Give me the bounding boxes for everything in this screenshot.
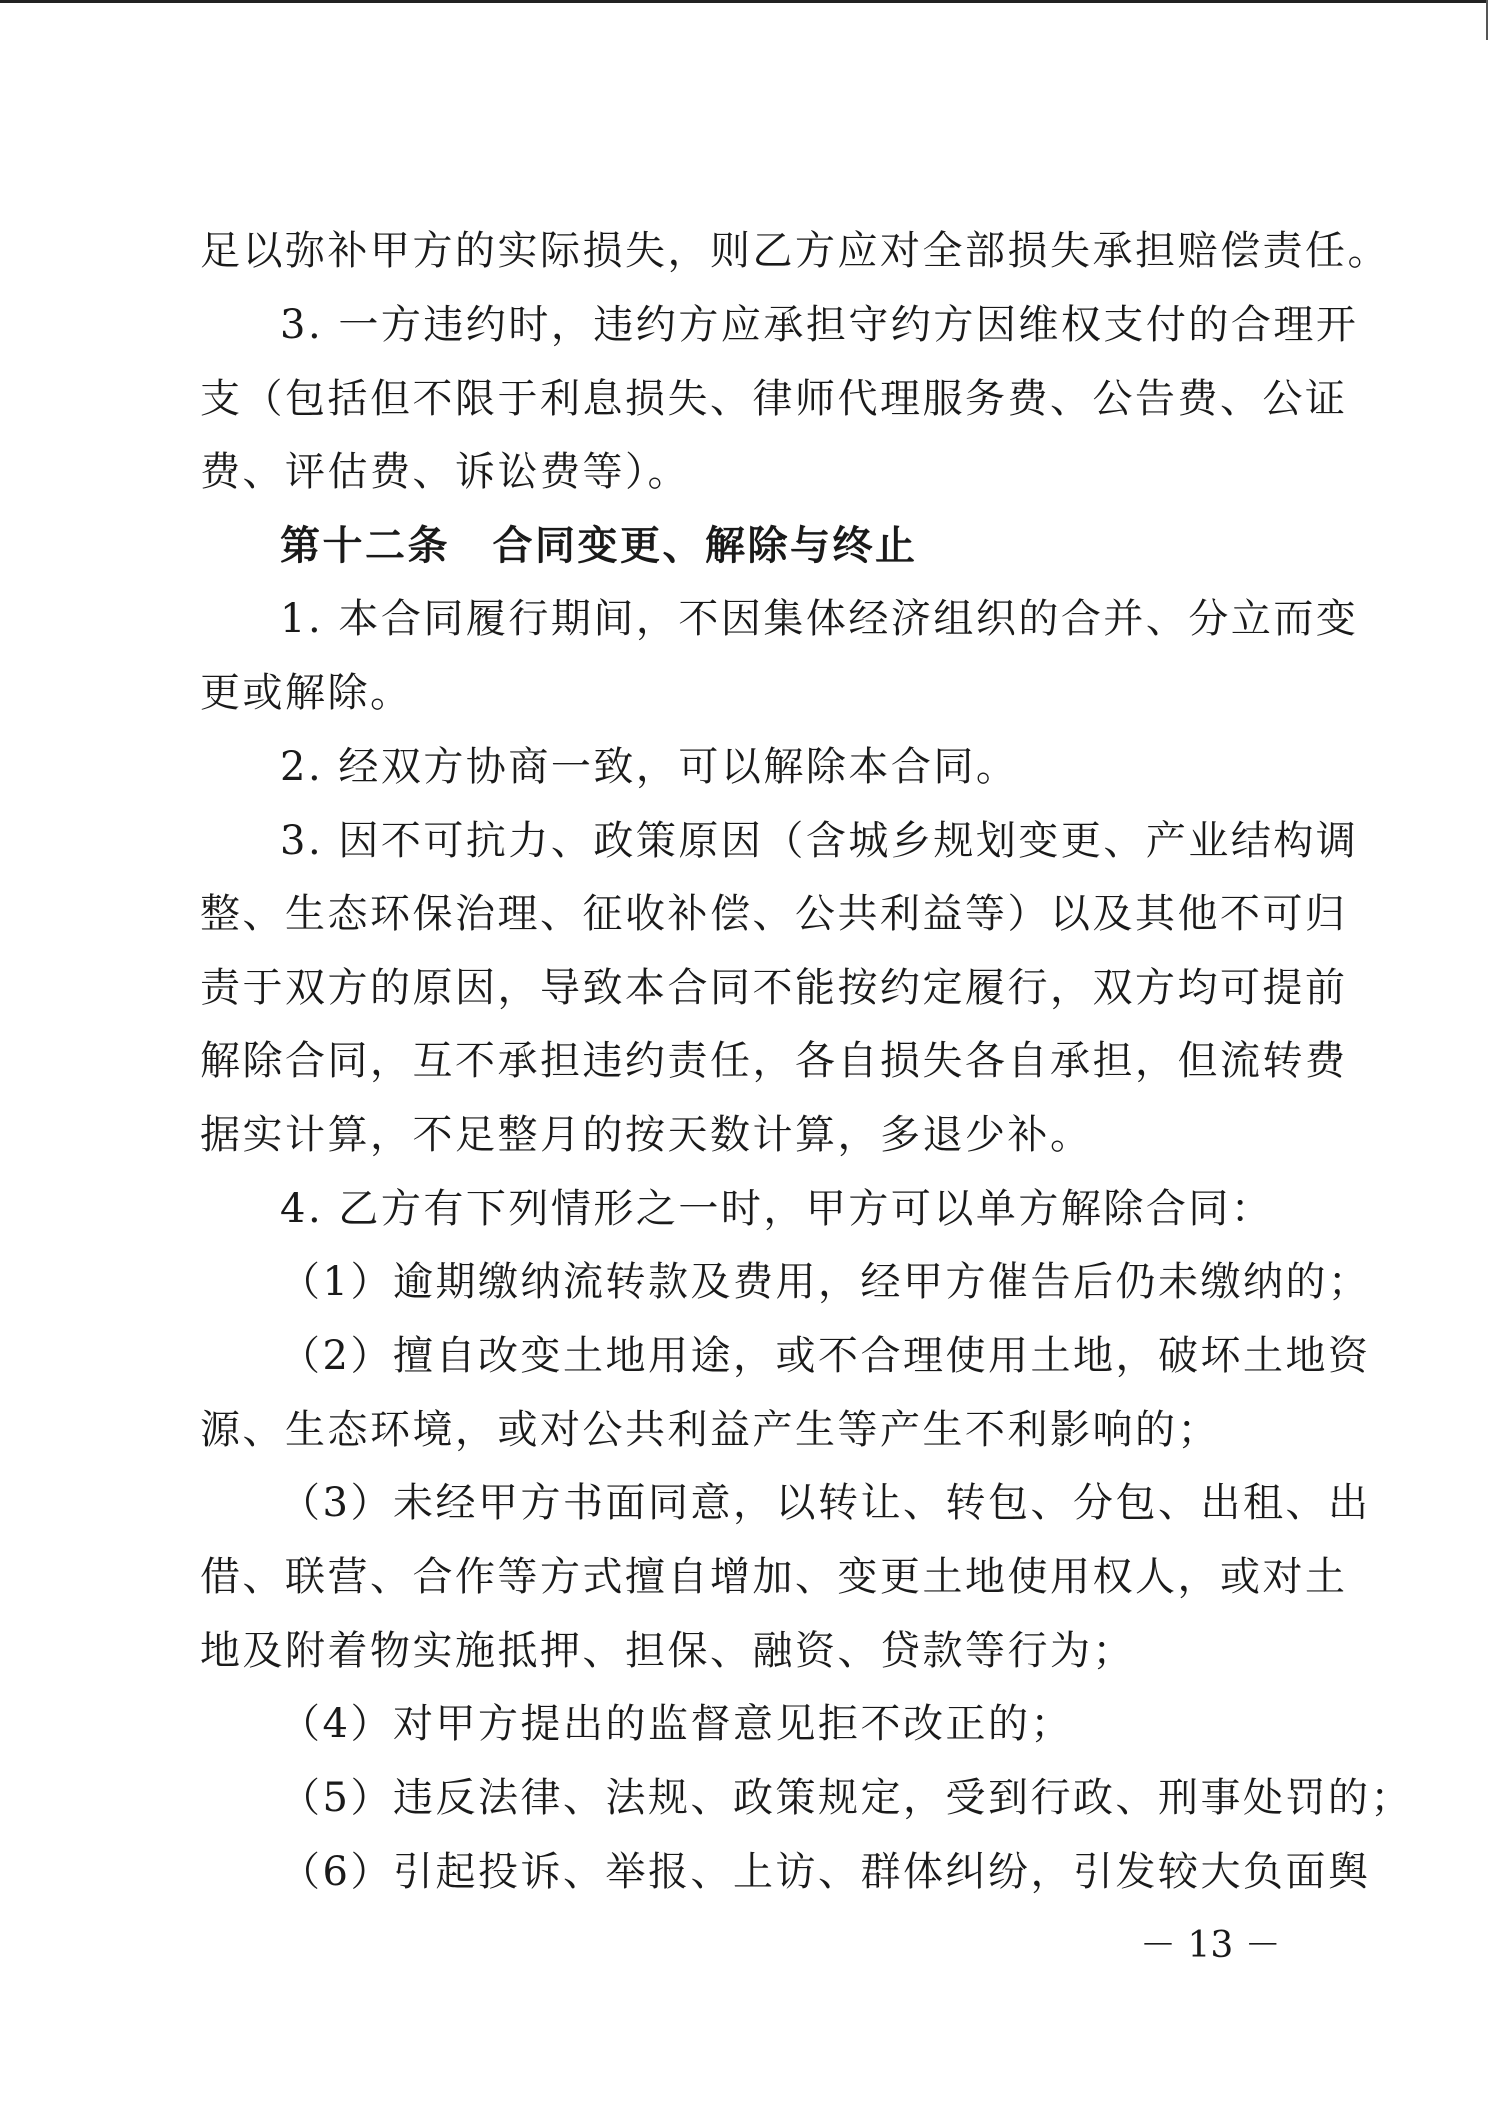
text-line: 足以弥补甲方的实际损失，则乙方应对全部损失承担赔偿责任。 [200, 228, 1390, 274]
list-item: （6）引起投诉、举报、上访、群体纠纷，引发较大负面舆 [280, 1849, 1371, 1895]
section-heading: 第十二条 合同变更、解除与终止 [280, 522, 918, 569]
text-line: 更或解除。 [200, 670, 413, 716]
list-item: （2）擅自改变土地用途，或不合理使用土地，破坏土地资 [280, 1333, 1371, 1379]
list-item: （3）未经甲方书面同意，以转让、转包、分包、出租、出 [280, 1480, 1371, 1526]
text-line: 3. 因不可抗力、政策原因（含城乡规划变更、产业结构调 [280, 818, 1359, 864]
top-border [0, 0, 1488, 3]
page-number: － 13 － [1140, 1925, 1281, 1966]
text-line: 借、联营、合作等方式擅自增加、变更土地使用权人，或对土 [200, 1554, 1348, 1600]
text-line: 4. 乙方有下列情形之一时，甲方可以单方解除合同： [280, 1186, 1274, 1232]
text-line: 源、生态环境，或对公共利益产生等产生不利影响的； [200, 1407, 1220, 1453]
list-item: （1）逾期缴纳流转款及费用，经甲方催告后仍未缴纳的； [280, 1259, 1371, 1305]
list-item: （5）违反法律、法规、政策规定，受到行政、刑事处罚的； [280, 1775, 1413, 1821]
text-line: 解除合同，互不承担违约责任，各自损失各自承担，但流转费 [200, 1038, 1348, 1084]
text-line: 责于双方的原因，导致本合同不能按约定履行，双方均可提前 [200, 965, 1348, 1011]
text-line: 支（包括但不限于利息损失、律师代理服务费、公告费、公证 [200, 376, 1348, 422]
text-line: 费、评估费、诉讼费等）。 [200, 449, 690, 495]
list-item: （4）对甲方提出的监督意见拒不改正的； [280, 1701, 1073, 1747]
text-line: 据实计算，不足整月的按天数计算，多退少补。 [200, 1112, 1093, 1158]
text-line: 地及附着物实施抵押、担保、融资、贷款等行为； [200, 1628, 1135, 1674]
text-line: 3. 一方违约时，违约方应承担守约方因维权支付的合理开 [280, 302, 1359, 348]
text-line: 整、生态环保治理、征收补偿、公共利益等）以及其他不可归 [200, 891, 1348, 937]
text-line: 2. 经双方协商一致，可以解除本合同。 [280, 744, 1019, 790]
text-line: 1. 本合同履行期间，不因集体经济组织的合并、分立而变 [280, 596, 1359, 642]
